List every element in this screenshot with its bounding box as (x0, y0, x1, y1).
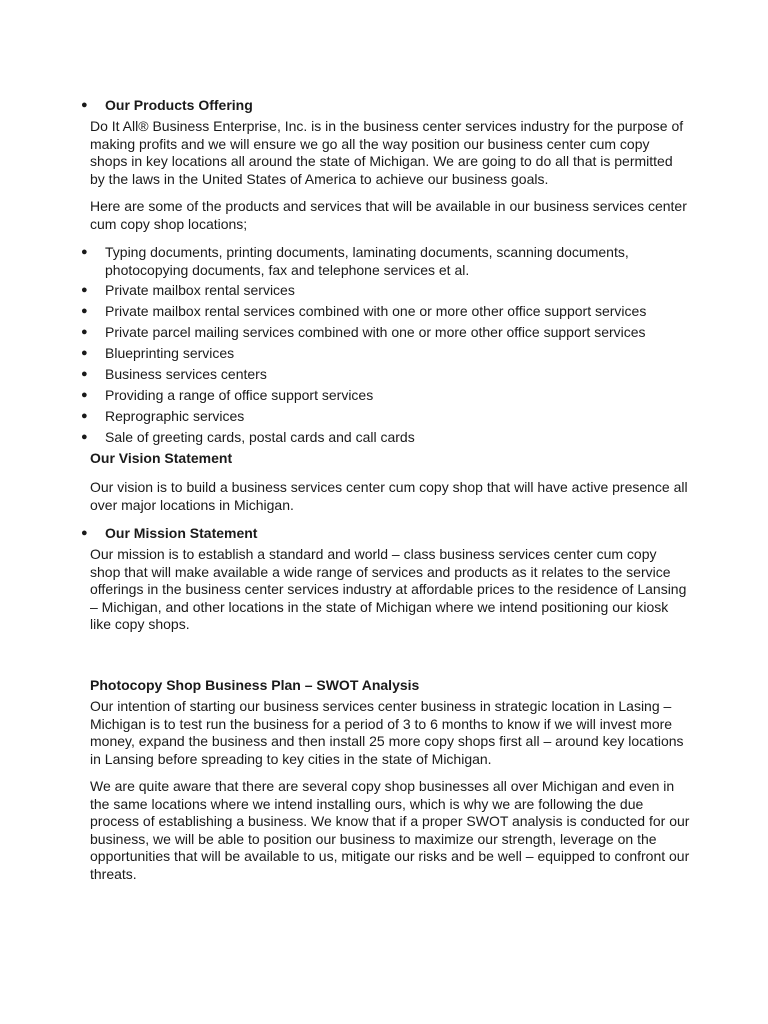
bullet-icon: ● (81, 368, 88, 380)
swot-paragraph-2: We are quite aware that there are several copy shop businesses all over Michigan and even in the same locations where we intend installing ours, which is why we are following the due process of establishing a business. We know that if a proper SWOT analysis is conducted for our business, we will be able to position our business to maximize our strength, leverage on the opportunities that will be available to us, mitigate our risks and be well – equipped to confront our threats. (90, 778, 690, 882)
bullet-icon: ● (81, 99, 88, 111)
products-heading: Our Products Offering (105, 97, 253, 113)
products-lead: Here are some of the products and services that will be available in our business services center cum copy shop locations; (90, 198, 687, 232)
product-item (81, 345, 691, 363)
product-item-text: Business services centers (105, 366, 267, 382)
bullet-icon: ● (81, 347, 88, 359)
product-item (81, 324, 691, 342)
bullet-icon: ● (81, 527, 88, 539)
bullet-icon: ● (81, 410, 88, 422)
mission-heading: Our Mission Statement (105, 525, 258, 541)
bullet-icon: ● (81, 326, 88, 338)
vision-heading: Our Vision Statement (90, 450, 233, 466)
product-item-text: Reprographic services (105, 408, 245, 424)
product-item-text: Typing documents, printing documents, laminating documents, scanning documents, photocopying documents, fax and telephone services et al. (105, 244, 629, 278)
product-item (81, 303, 691, 321)
product-item-text: Private parcel mailing services combined with one or more other office support services (105, 324, 646, 340)
bullet-icon: ● (81, 389, 88, 401)
products-intro: Do It All® Business Enterprise, Inc. is in the business center services industry for the purpose of making profits and we will ensure we go all the way position our business center cum copy shops in key locations all around the state of Michigan. We are going to do all that is permitted by the laws in the United States of America to achieve our business goals. (90, 118, 684, 187)
bullet-icon: ● (81, 431, 88, 443)
mission-text: Our mission is to establish a standard and world – class business services center cum copy shop that will make available a wide range of services and products as it relates to the service offerings in the business center services industry at affordable prices to the residence of Lansing – Michigan, and other locations in the state of Michigan where we intend positioning our kiosk like copy shops. (90, 546, 687, 632)
swot-heading: Photocopy Shop Business Plan – SWOT Analysis (90, 677, 420, 693)
product-item-text: Private mailbox rental services combined with one or more other office support services (105, 303, 647, 319)
product-item (81, 366, 691, 384)
mission-heading-item (81, 525, 691, 543)
product-item (81, 429, 691, 447)
product-item-text: Private mailbox rental services (105, 282, 295, 298)
swot-paragraph-1: Our intention of starting our business services center business in strategic location in Lasing – Michigan is to test run the business for a period of 3 to 6 months to know if we will invest more money, expand the business and then install 25 more copy shops first all – around key locations in Lansing before spreading to key cities in the state of Michigan. (90, 698, 684, 767)
product-item (81, 244, 691, 279)
product-item (81, 408, 691, 426)
products-heading-item (81, 97, 691, 115)
product-item (81, 282, 691, 300)
product-item (81, 387, 691, 405)
bullet-icon: ● (81, 246, 88, 258)
product-item-text: Providing a range of office support services (105, 387, 374, 403)
bullet-icon: ● (81, 305, 88, 317)
vision-text: Our vision is to build a business services center cum copy shop that will have active presence all over major locations in Michigan. (90, 479, 688, 513)
product-item-text: Blueprinting services (105, 345, 235, 361)
product-item-text: Sale of greeting cards, postal cards and call cards (105, 429, 415, 445)
bullet-icon: ● (81, 284, 88, 296)
